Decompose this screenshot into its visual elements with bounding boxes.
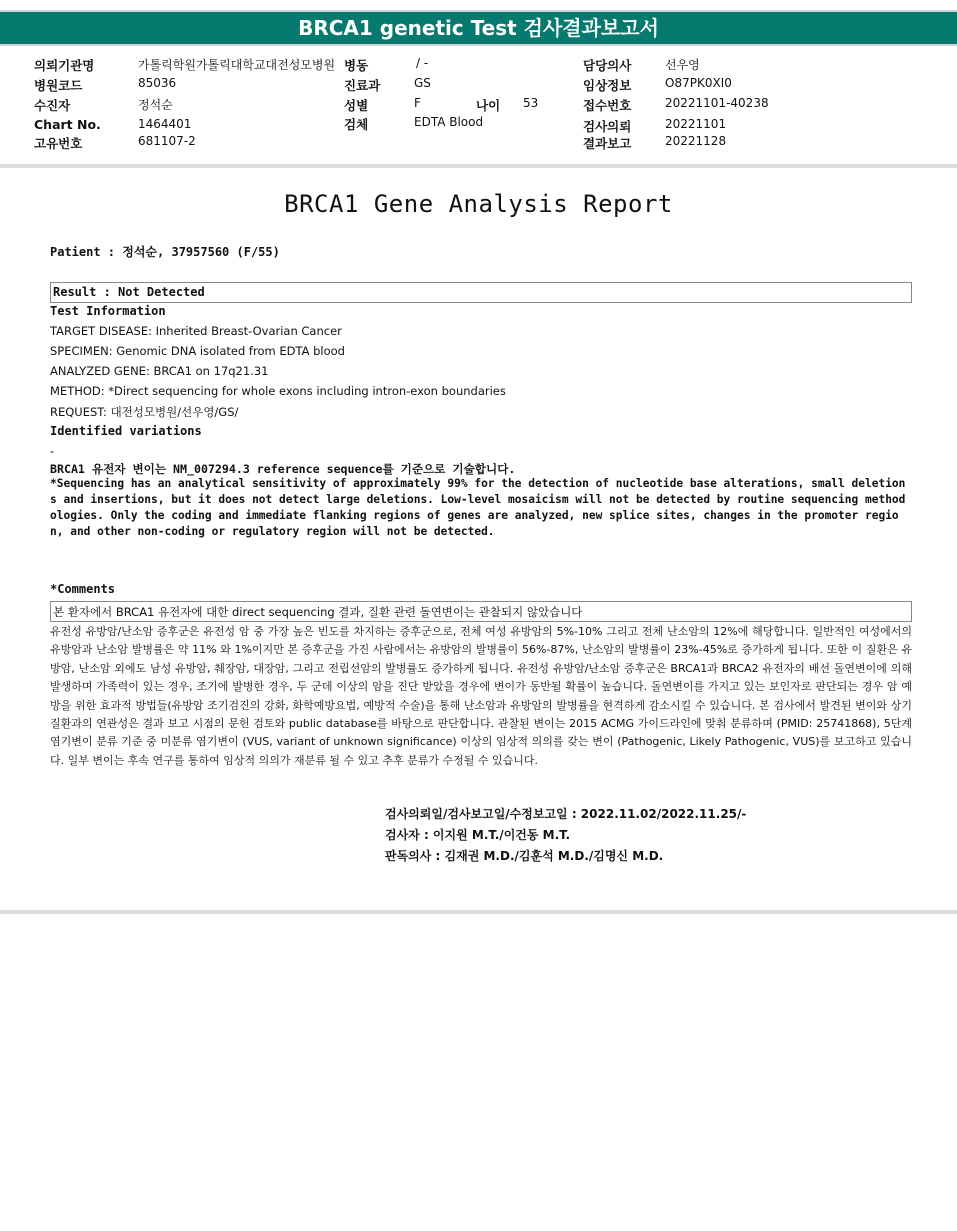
- label-unique-no: 고유번호: [34, 136, 83, 151]
- comment-body: 유전성 유방암/난소암 증후군은 유전성 암 중 가장 높은 빈도를 차지하는 증후군으로, 전체 여성 유방암의 5%-10% 그리고 전체 난소암의 12%에 해당합니다. 일반적인 여성에서의 유방암과 난소암 발병률은 약 11% 와 1%이지만 본 증후군을 가진 사람에서는 유방암의 발병률이 56%-87%, 난소암의 발병률이 23%-45%로 증가하게 됩니다. 또한 이 질환은 유방암, 난소암 외에도 남성 유방암, 췌장암, 대장암, 그리고 전립선암의 발병률도 증가하게 됩니다. 유전성 유방암/난소암 증후군은 BRCA1과 BRCA2 유전자의 배선 돌연변이에 의해 발생하며 가족력이 있는 경우, 조기에 발병한 경우, 두 군데 이상의 암을 진단 받았을 경우에 변이가 동반될 확률이 높습니다. 돌연변이를 가지고 있는 보인자로 판단되는 경우 암 예방을 위한 효과적 방법들(유방암 조기검진의 강화, 화학예방요법, 예방적 수술)을 통해 난소암과 유방암의 발병률을 현격하게 감소시킬 수 있습니다. 본 검사에서 발견된 변이와 상기 질환과의 연관성은 결과 보고 시점의 문헌 검토와 public database를 바탕으로 판단합니다. 관찰된 변이는 2015 ACMG 가이드라인에 맞춰 분류하며 (PMID: 25741868), 5단계 염기변이 분류 기준 중 미분류 염기변이 (VUS, variant of unknown significance) 이상의 임상적 의의를 갖는 변이 (Pathogenic, Likely Pathogenic, VUS)를 보고하고 있습니다. 일부 변이는 후속 연구를 통하여 임상적 의의가 재분류 될 수 있고 추후 분류가 수정될 수 있습니다.: [50, 625, 912, 767]
- label-department: 진료과: [344, 78, 381, 93]
- label-age: 나이: [476, 98, 501, 113]
- value-department: GS: [414, 76, 431, 90]
- value-age: 53: [523, 96, 539, 110]
- label-institution: 의뢰기관명: [34, 58, 95, 73]
- label-doctor: 담당의사: [583, 58, 632, 73]
- method-info: METHOD: *Direct sequencing for whole exons including intron-exon boundaries: [50, 384, 506, 398]
- value-institution: 가톨릭학원가톨릭대학교대전성모병원: [138, 58, 336, 72]
- sensitivity-disclaimer: *Sequencing has an analytical sensitivity of approximately 99% for the detection of nucleotide base alterations, small deletions and insertions, but it does not detect large deletions. Low-level mosaicism will not be detected by routine sequencing methodologies. Only the coding and immediate flanking regions of genes are analyzed, new splice sites, changes in the promoter region, and other non-coding or regulatory region will not be detected.: [50, 477, 906, 538]
- comments-heading: *Comments: [50, 582, 116, 596]
- value-ward: / -: [416, 56, 429, 70]
- value-request-date: 20221101: [665, 117, 727, 131]
- specimen-info: SPECIMEN: Genomic DNA isolated from EDTA blood: [50, 344, 345, 358]
- header-info: [0, 50, 957, 162]
- label-patient: 수진자: [34, 98, 71, 113]
- value-hospital-code: 85036: [138, 76, 177, 90]
- comment-summary-box: [50, 601, 912, 622]
- request-info: REQUEST: 대전성모병원/선우영/GS/: [50, 405, 239, 419]
- footer-divider: [0, 910, 957, 914]
- label-request-date: 검사의뢰: [583, 119, 632, 134]
- signature-reader: 판독의사 : 김재권 M.D./김훈석 M.D./김명신 M.D.: [385, 849, 664, 863]
- header-divider: [0, 164, 957, 168]
- variations-value: -: [50, 444, 55, 458]
- label-report-date: 결과보고: [583, 136, 632, 151]
- signature-dates: 검사의뢰일/검사보고일/수정보고일 : 2022.11.02/2022.11.25/-: [385, 807, 747, 821]
- label-clinical-info: 임상정보: [583, 78, 632, 93]
- value-doctor: 선우영: [665, 58, 700, 72]
- target-disease: TARGET DISEASE: Inherited Breast-Ovarian Cancer: [50, 324, 342, 338]
- label-specimen: 검체: [344, 117, 369, 132]
- label-hospital-code: 병원코드: [34, 78, 83, 93]
- value-specimen: EDTA Blood: [414, 115, 484, 129]
- value-patient: 정석순: [138, 98, 173, 112]
- report-heading: BRCA1 Gene Analysis Report: [284, 190, 673, 218]
- variations-heading: Identified variations: [50, 424, 202, 438]
- value-unique-no: 681107-2: [138, 134, 196, 148]
- patient-line: Patient : 정석순, 37957560 (F/55): [50, 245, 280, 259]
- result-box: [50, 282, 912, 303]
- value-receipt-no: 20221101-40238: [665, 96, 769, 110]
- report-title-bar: BRCA1 genetic Test 검사결과보고서: [0, 10, 957, 46]
- signature-tester: 검사자 : 이지원 M.T./이건동 M.T.: [385, 828, 571, 842]
- label-sex: 성별: [344, 98, 369, 113]
- value-sex: F: [414, 96, 421, 110]
- reference-sequence-note: BRCA1 유전자 변이는 NM_007294.3 reference sequence를 기준으로 기술합니다.: [50, 462, 516, 476]
- value-report-date: 20221128: [665, 134, 727, 148]
- analyzed-gene: ANALYZED GENE: BRCA1 on 17q21.31: [50, 364, 269, 378]
- test-info-heading: Test Information: [50, 304, 166, 318]
- value-chart-no: 1464401: [138, 117, 192, 131]
- result-text: Result : Not Detected: [53, 285, 205, 299]
- value-clinical-info: O87PK0XI0: [665, 76, 732, 90]
- comment-summary-text: 본 환자에서 BRCA1 유전자에 대한 direct sequencing 결과, 질환 관련 돌연변이는 관찰되지 않았습니다: [53, 605, 583, 619]
- label-receipt-no: 접수번호: [583, 98, 632, 113]
- label-ward: 병동: [344, 58, 369, 73]
- label-chart-no: Chart No.: [34, 117, 101, 132]
